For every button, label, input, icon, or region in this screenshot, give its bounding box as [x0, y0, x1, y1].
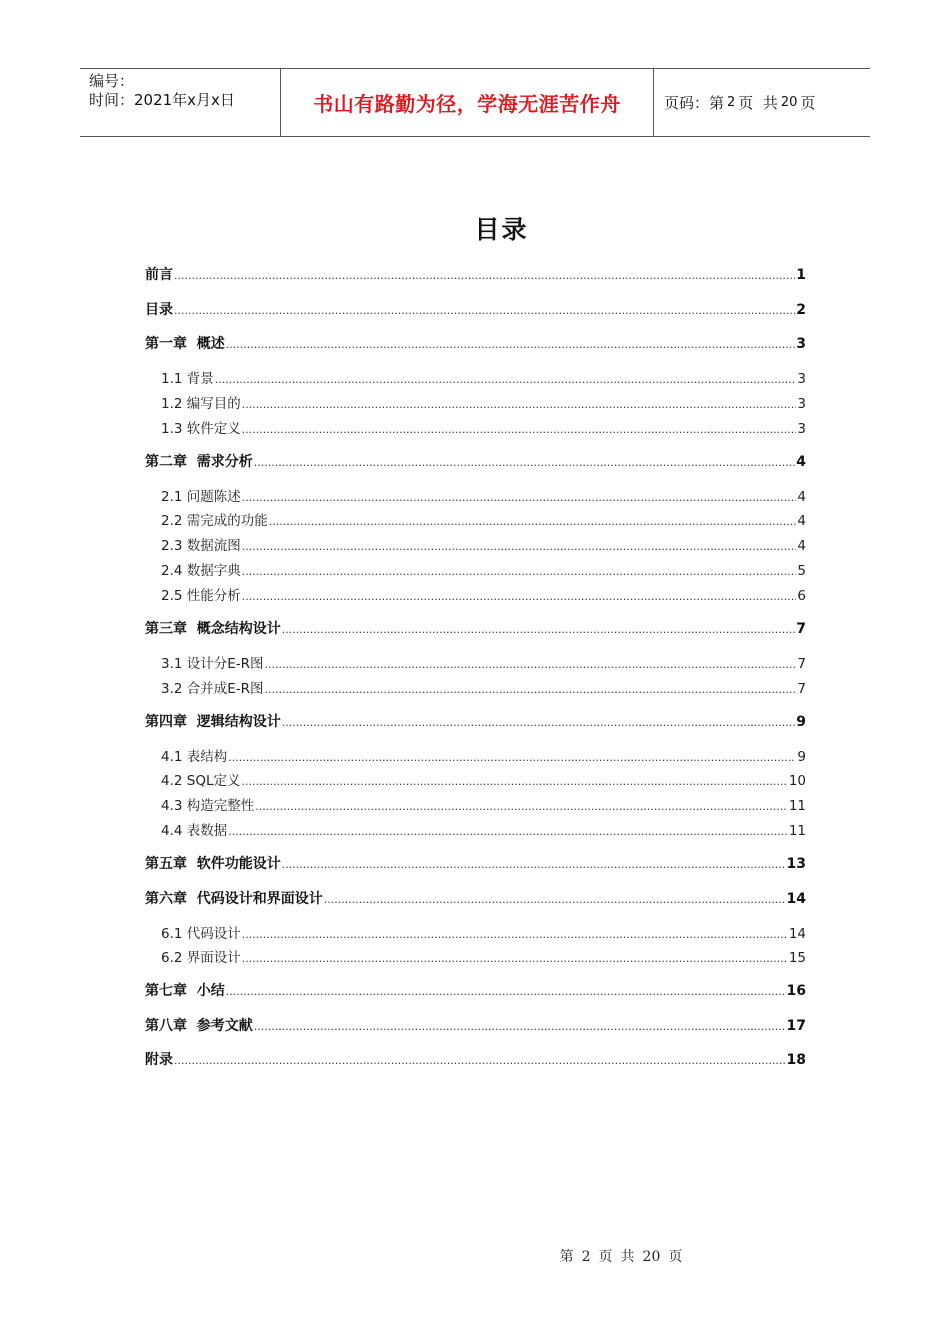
- toc-chapter-entry[interactable]: [145, 888, 806, 908]
- toc-entry-label: 第三章 概念结构设计: [145, 620, 281, 637]
- toc-entry-page: 9: [796, 713, 806, 730]
- toc-leader-dots: [254, 1020, 786, 1033]
- toc-entry-label: 前言: [145, 267, 173, 283]
- toc-entry-label: 6.2 界面设计: [161, 950, 241, 967]
- toc-entry-page: 9: [797, 748, 806, 765]
- toc-leader-dots: [215, 373, 797, 386]
- toc-entry-page: 3: [797, 395, 806, 412]
- toc-entry-label: 2.2 需完成的功能: [161, 513, 268, 530]
- toc-entry-label: 第六章 代码设计和界面设计: [145, 890, 323, 907]
- toc-entry-label: 第一章 概述: [145, 336, 225, 352]
- toc-entry-page: 3: [797, 371, 806, 387]
- toc-entry-page: 7: [797, 680, 806, 697]
- toc-section-entry[interactable]: [145, 745, 806, 765]
- header-number-label: 编号：: [89, 72, 135, 90]
- toc-chapter-entry[interactable]: [145, 980, 806, 1000]
- toc-entry-page: 7: [796, 620, 806, 637]
- toc-leader-dots: [282, 858, 786, 871]
- toc-leader-dots: [255, 800, 788, 813]
- toc-entry-label: 第四章 逻辑结构设计: [145, 713, 281, 730]
- toc-leader-dots: [242, 423, 797, 436]
- toc-leader-dots: [226, 338, 796, 351]
- toc-section-entry[interactable]: [145, 819, 806, 839]
- header-motto: 书山有路勤为径，学海无涯苦作舟: [313, 92, 621, 116]
- toc-entry-label: 第五章 软件功能设计: [145, 856, 281, 872]
- toc-entry-label: 3.2 合并成E-R图: [161, 680, 264, 697]
- toc-leader-dots: [241, 775, 787, 788]
- toc-entry-label: 4.4 表数据: [161, 823, 228, 839]
- toc-leader-dots: [242, 590, 797, 603]
- toc-entry-page: 6: [797, 587, 806, 604]
- toc-section-entry[interactable]: [145, 509, 806, 529]
- toc-section-entry[interactable]: [145, 367, 806, 387]
- toc-entry-label: 2.5 性能分析: [161, 587, 241, 604]
- toc-entry-label: 1.1 背景: [161, 371, 214, 387]
- toc-leader-dots: [174, 304, 795, 317]
- toc-chapter-entry[interactable]: [145, 853, 806, 873]
- toc-chapter-entry[interactable]: [145, 264, 806, 284]
- toc-section-entry[interactable]: [145, 534, 806, 554]
- toc-entry-label: 第二章 需求分析: [145, 453, 253, 470]
- header-page-suffix: 页: [800, 94, 816, 112]
- toc-entry-page: 7: [797, 655, 806, 672]
- toc-section-entry[interactable]: [145, 584, 806, 604]
- toc-leader-dots: [265, 658, 797, 671]
- toc-entry-page: 10: [788, 773, 806, 790]
- toc-leader-dots: [282, 623, 796, 636]
- toc-entry-label: 2.4 数据字典: [161, 563, 241, 579]
- toc-leader-dots: [242, 540, 797, 553]
- toc-leader-dots: [265, 683, 797, 696]
- toc-entry-page: 4: [797, 488, 806, 505]
- footer-suffix: 页: [668, 1249, 683, 1265]
- header-page-mid: 页 共: [738, 94, 778, 112]
- header-motto-cell: [281, 69, 654, 136]
- toc-entry-label: 2.1 问题陈述: [161, 488, 241, 505]
- toc-entry-page: 3: [797, 420, 806, 437]
- toc-entry-label: 3.1 设计分E-R图: [161, 655, 264, 672]
- toc-entry-label: 4.1 表结构: [161, 748, 228, 765]
- header-left-cell: [80, 69, 281, 136]
- toc-entry-label: 1.2 编写目的: [161, 395, 241, 412]
- toc-section-entry[interactable]: [145, 677, 806, 697]
- toc-entry-page: 11: [788, 823, 806, 839]
- toc-leader-dots: [174, 269, 795, 282]
- toc-entry-page: 14: [786, 890, 806, 907]
- toc-entry-label: 1.3 软件定义: [161, 420, 241, 437]
- page-header: [80, 68, 870, 137]
- toc-section-entry[interactable]: [145, 652, 806, 672]
- toc-section-entry[interactable]: [145, 559, 806, 579]
- toc-section-entry[interactable]: [145, 769, 806, 789]
- toc-chapter-entry[interactable]: [145, 1049, 806, 1069]
- toc-entry-page: 4: [796, 453, 806, 470]
- header-time-label: 时间：2021年x月x日: [89, 91, 235, 109]
- toc-leader-dots: [254, 456, 796, 469]
- toc-leader-dots: [242, 952, 788, 965]
- toc-entry-page: 2: [796, 301, 806, 318]
- header-page-cell: [654, 69, 870, 136]
- header-page-total: 20: [780, 95, 798, 110]
- toc-entry-page: 11: [788, 798, 806, 815]
- toc-entry-label: 2.3 数据流图: [161, 538, 241, 555]
- toc-entry-page: 4: [797, 513, 806, 530]
- toc-chapter-entry[interactable]: [145, 711, 806, 731]
- toc-section-entry[interactable]: [145, 392, 806, 412]
- toc-entry-page: 17: [786, 1017, 806, 1034]
- toc-chapter-entry[interactable]: [145, 1015, 806, 1035]
- footer-current: 2: [581, 1249, 591, 1265]
- toc-section-entry[interactable]: [145, 922, 806, 942]
- toc-entry-page: 3: [796, 336, 806, 352]
- toc-leader-dots: [242, 491, 797, 504]
- toc-leader-dots: [174, 1054, 786, 1067]
- toc-entry-label: 4.3 构造完整性: [161, 798, 255, 815]
- toc-chapter-entry[interactable]: [145, 299, 806, 319]
- footer-prefix: 第: [559, 1249, 574, 1265]
- toc-entry-page: 4: [797, 538, 806, 555]
- toc-leader-dots: [269, 515, 797, 528]
- toc-entry-label: 6.1 代码设计: [161, 925, 241, 942]
- toc-leader-dots: [242, 565, 797, 578]
- header-page-prefix: 页码：第: [664, 94, 725, 112]
- toc-leader-dots: [228, 825, 788, 838]
- toc-section-entry[interactable]: [145, 794, 806, 814]
- toc-leader-dots: [324, 893, 786, 906]
- toc-entry-page: 16: [786, 983, 806, 1000]
- toc-leader-dots: [242, 398, 797, 411]
- footer-mid1: 页: [598, 1249, 613, 1265]
- toc-entry-label: 目录: [145, 301, 173, 318]
- toc-entry-label: 4.2 SQL定义: [161, 773, 241, 790]
- header-page-current: 2: [727, 95, 736, 110]
- toc-section-entry[interactable]: [145, 417, 806, 437]
- toc-chapter-entry[interactable]: [145, 333, 806, 353]
- toc-section-entry[interactable]: [145, 946, 806, 966]
- footer-total: 20: [642, 1249, 661, 1265]
- toc-entry-page: 13: [786, 856, 806, 872]
- toc-entry-page: 5: [797, 563, 806, 579]
- toc-leader-dots: [226, 985, 786, 998]
- toc-section-entry[interactable]: [145, 485, 806, 505]
- toc-entry-page: 15: [788, 950, 806, 967]
- footer-mid2: 共: [620, 1249, 635, 1265]
- toc-entry-label: 第八章 参考文献: [145, 1017, 253, 1034]
- toc-leader-dots: [282, 716, 796, 729]
- toc-entry-label: 附录: [145, 1052, 173, 1069]
- toc-leader-dots: [228, 751, 796, 764]
- toc-entry-label: 第七章 小结: [145, 983, 225, 1000]
- toc-title: 目录: [474, 215, 529, 244]
- toc-chapter-entry[interactable]: [145, 451, 806, 471]
- toc-entry-page: 1: [796, 267, 806, 283]
- toc-chapter-entry[interactable]: [145, 618, 806, 638]
- toc-entry-page: 18: [786, 1052, 806, 1069]
- toc-entry-page: 14: [788, 925, 806, 942]
- page-footer: [0, 1246, 950, 1266]
- toc-leader-dots: [242, 928, 788, 941]
